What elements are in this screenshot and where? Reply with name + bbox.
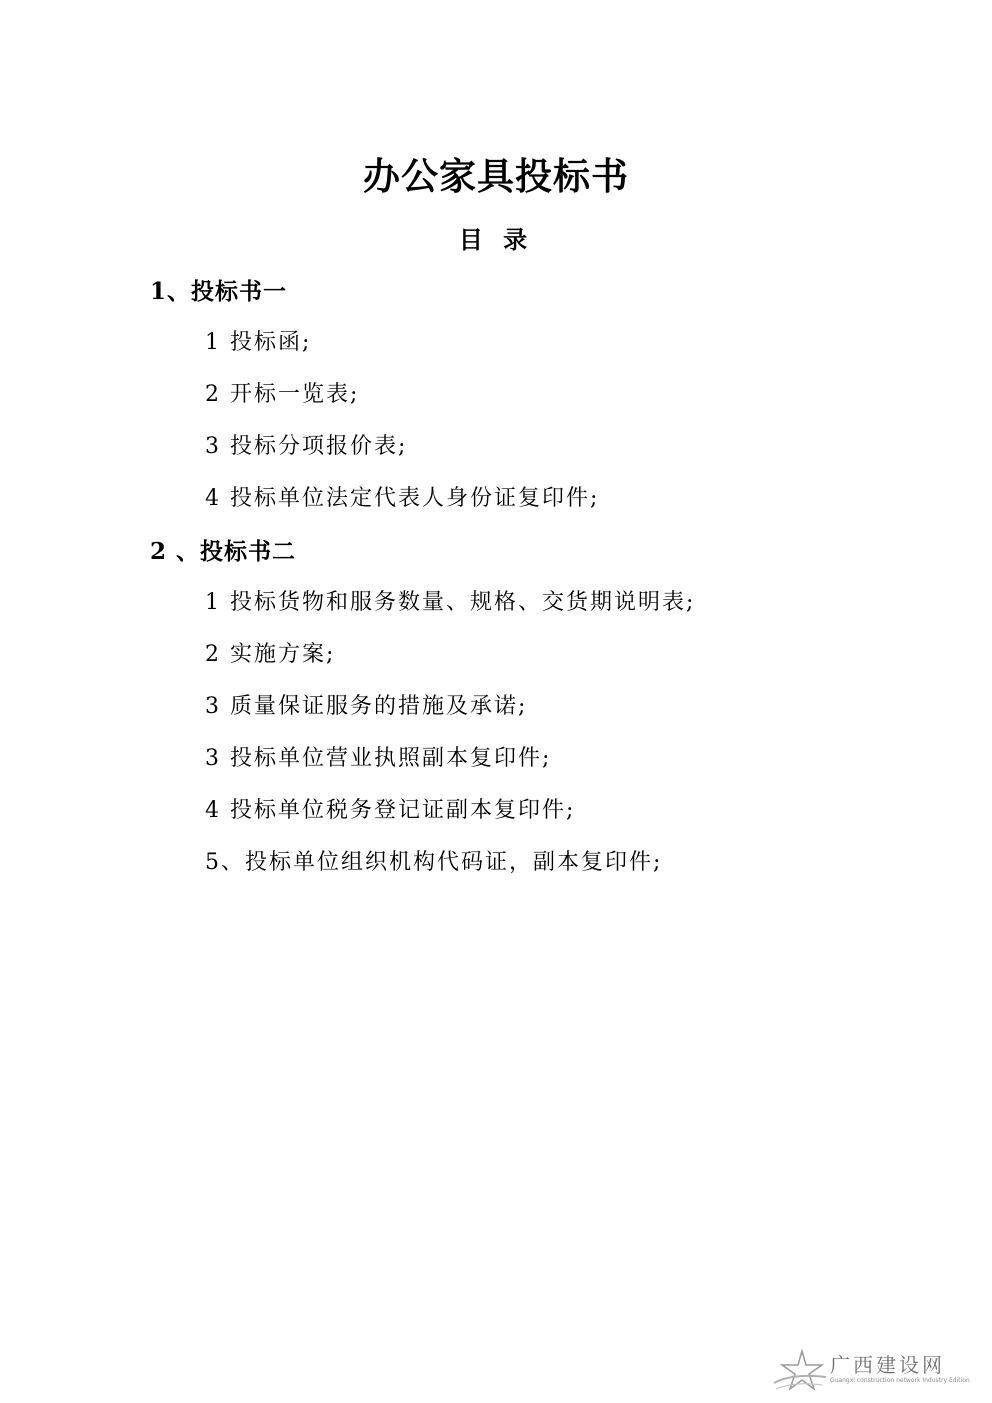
watermark: [772, 1347, 982, 1395]
list-item: 3 投标单位营业执照副本复印件;: [205, 746, 552, 771]
list-item: 2 实施方案;: [205, 642, 336, 667]
section-1-title: 1、投标书一: [150, 278, 288, 305]
star-swoosh-icon: [772, 1347, 828, 1395]
list-item: 1 投标函;: [205, 330, 312, 355]
section-2-title: 2 、投标书二: [150, 538, 297, 565]
list-item: 5、投标单位组织机构代码证，副本复印件;: [205, 850, 663, 875]
list-item: 1 投标货物和服务数量、规格、交货期说明表;: [205, 590, 696, 615]
watermark-name: 广西建设网: [830, 1353, 945, 1377]
list-item: 4 投标单位税务登记证副本复印件;: [205, 798, 576, 823]
list-item: 3 投标分项报价表;: [205, 434, 408, 459]
list-item: 4 投标单位法定代表人身份证复印件;: [205, 486, 600, 511]
list-item: 2 开标一览表;: [205, 382, 360, 407]
watermark-subtitle: Guangxi construction network Industry Edition: [830, 1377, 970, 1384]
toc-heading: 目 录: [458, 226, 534, 254]
list-item: 3 质量保证服务的措施及承诺;: [205, 694, 528, 719]
document-title: 办公家具投标书: [363, 155, 629, 198]
